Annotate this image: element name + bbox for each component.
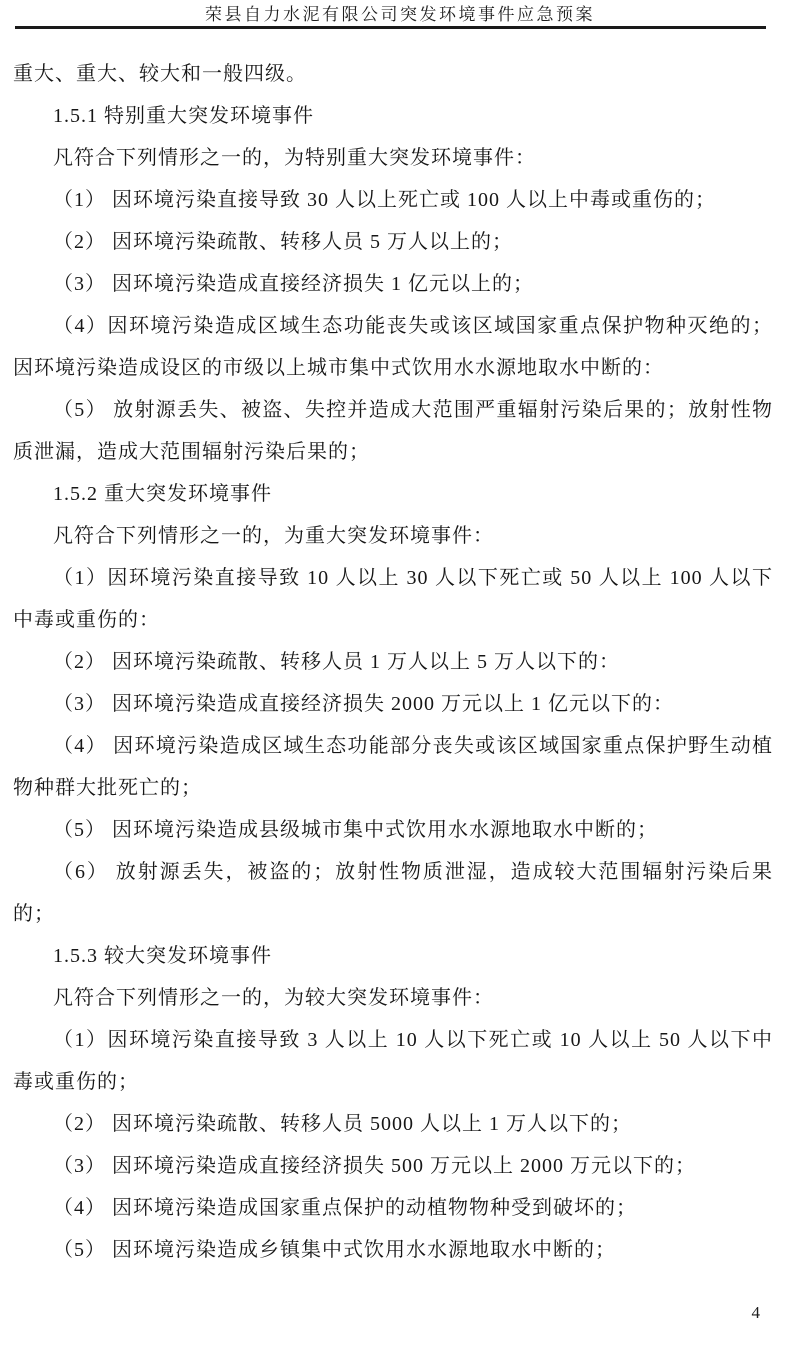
section-1-5-3-item-3: （3） 因环境污染造成直接经济损失 500 万元以上 2000 万元以下的； — [53, 1155, 696, 1177]
section-1-5-3-item-1: （1）因环境污染直接导致 3 人以上 10 人以下死亡或 10 人以上 50 人以下中毒或重伤的； — [13, 1029, 773, 1093]
header-rule — [15, 26, 766, 29]
section-1-5-3-item-4: （4） 因环境污染造成国家重点保护的动植物物种受到破坏的； — [53, 1197, 637, 1219]
section-1-5-1-criteria-intro: 凡符合下列情形之一的，为特别重大突发环境事件： — [53, 147, 536, 169]
section-1-5-2-criteria-intro: 凡符合下列情形之一的，为重大突发环境事件： — [53, 525, 494, 547]
section-1-5-1-item-2: （2） 因环境污染疏散、转移人员 5 万人以上的； — [53, 231, 513, 253]
section-1-5-1-item-3: （3） 因环境污染造成直接经济损失 1 亿元以上的； — [53, 273, 534, 295]
section-1-5-2-item-4: （4） 因环境污染造成区域生态功能部分丧失或该区域国家重点保护野生动植物种群大批死亡的； — [13, 735, 773, 799]
document-body — [13, 53, 773, 1271]
section-1-5-2-item-3: （3） 因环境污染造成直接经济损失 2000 万元以上 1 亿元以下的： — [53, 693, 674, 715]
section-1-5-2-item-5: （5） 因环境污染造成县级城市集中式饮用水水源地取水中断的； — [53, 819, 658, 841]
section-1-5-2-heading: 1.5.2 重大突发环境事件 — [53, 483, 272, 505]
section-1-5-2-item-2: （2） 因环境污染疏散、转移人员 1 万人以上 5 万人以下的： — [53, 651, 620, 673]
section-1-5-3-item-2: （2） 因环境污染疏散、转移人员 5000 人以上 1 万人以下的； — [53, 1113, 632, 1135]
section-1-5-1-item-5: （5） 放射源丢失、被盗、失控并造成大范围严重辐射污染后果的；放射性物质泄漏，造成大范围辐射污染后果的； — [13, 399, 773, 463]
section-1-5-2-item-6: （6） 放射源丢失，被盗的；放射性物质泄湿，造成较大范围辐射污染后果的； — [13, 861, 773, 925]
section-1-5-1-heading: 1.5.1 特别重大突发环境事件 — [53, 105, 314, 127]
section-1-5-1-item-1: （1） 因环境污染直接导致 30 人以上死亡或 100 人以上中毒或重伤的； — [53, 189, 716, 211]
page-number: 4 — [751, 1303, 760, 1322]
section-1-5-3-criteria-intro: 凡符合下列情形之一的，为较大突发环境事件： — [53, 987, 494, 1009]
para-intro-incident-levels: 重大、重大、较大和一般四级。 — [13, 63, 307, 85]
section-1-5-3-heading: 1.5.3 较大突发环境事件 — [53, 945, 272, 967]
page-header — [0, 0, 800, 29]
document-header-title: 荣县自力水泥有限公司突发环境事件应急预案 — [205, 5, 595, 24]
section-1-5-2-item-1: （1）因环境污染直接导致 10 人以上 30 人以下死亡或 50 人以上 100 人以下中毒或重伤的： — [13, 567, 773, 631]
section-1-5-3-item-5: （5） 因环境污染造成乡镇集中式饮用水水源地取水中断的； — [53, 1239, 616, 1261]
section-1-5-1-item-4: （4）因环境污染造成区域生态功能丧失或该区域国家重点保护物种灭绝的；因环境污染造成设区的市级以上城市集中式饮用水水源地取水中断的： — [13, 315, 773, 379]
